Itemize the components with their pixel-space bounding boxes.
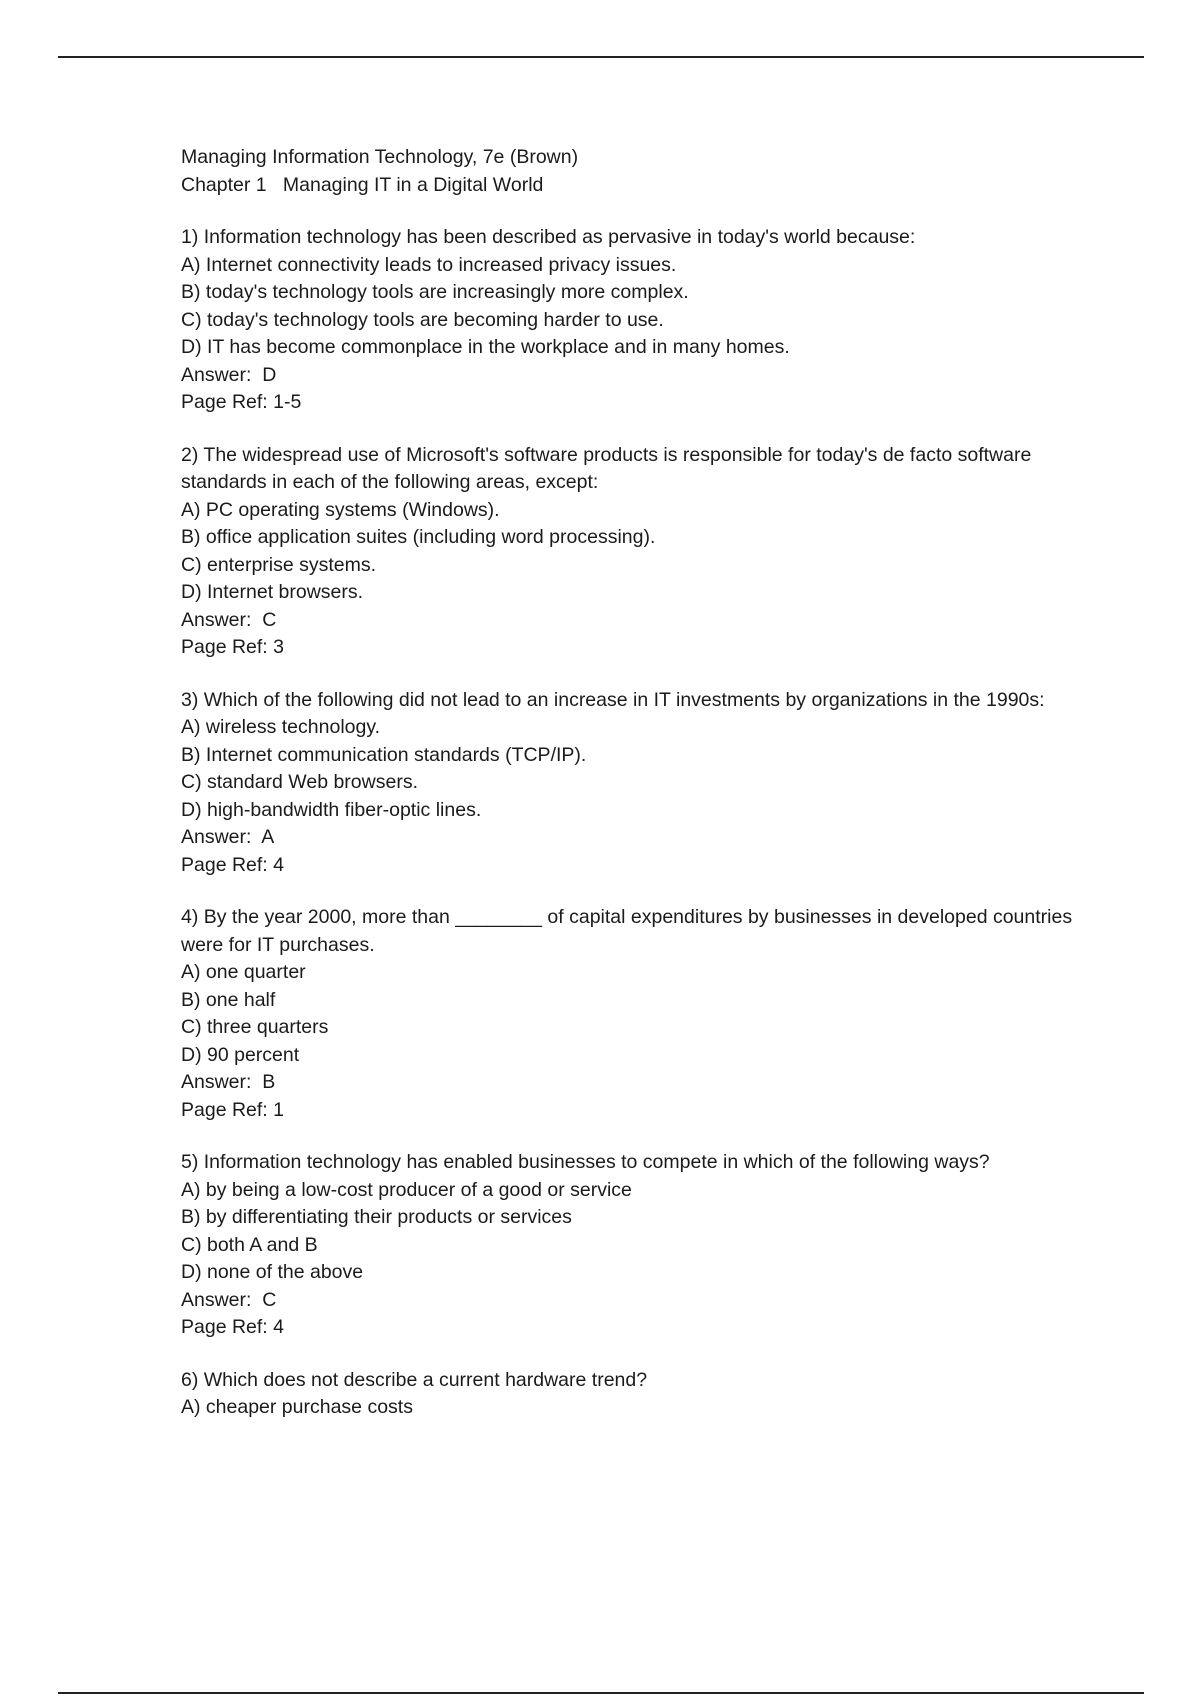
option-a: A) wireless technology. (181, 716, 381, 738)
question-3 (181, 687, 1081, 880)
top-rule (58, 56, 1144, 58)
option-d: D) none of the above (181, 1261, 364, 1283)
answer: Answer: C (181, 608, 277, 631)
chapter-title: Chapter 1 Managing IT in a Digital World (181, 173, 544, 196)
answer: Answer: A (181, 826, 275, 848)
page-ref: Page Ref: 4 (181, 853, 284, 876)
question-2 (181, 442, 1081, 662)
option-d: D) IT has become commonplace in the workplace and in many homes. (181, 336, 790, 358)
document-body (181, 144, 1081, 1422)
option-d: D) Internet browsers. (181, 581, 364, 603)
question-6 (181, 1367, 1081, 1422)
question-text: 5) Information technology has enabled businesses to compete in which of the following ways? (181, 1151, 990, 1173)
bottom-rule (58, 1692, 1144, 1694)
page-ref: Page Ref: 1 (181, 1098, 284, 1121)
option-a: A) PC operating systems (Windows). (181, 498, 500, 521)
option-c: C) three quarters (181, 1016, 329, 1038)
question-text: 2) The widespread use of Microsoft's software products is responsible for today's de facto software standards in each of the following areas, except: (181, 443, 1037, 493)
option-c: C) enterprise systems. (181, 553, 377, 576)
question-text: 1) Information technology has been described as pervasive in today's world because: (181, 226, 916, 248)
option-a: A) Internet connectivity leads to increased privacy issues. (181, 253, 677, 276)
option-c: C) both A and B (181, 1233, 318, 1256)
book-title: Managing Information Technology, 7e (Brown) (181, 146, 579, 168)
option-b: B) office application suites (including word processing). (181, 526, 656, 548)
answer: Answer: B (181, 1071, 276, 1093)
option-a: A) cheaper purchase costs (181, 1396, 413, 1418)
answer: Answer: C (181, 1288, 277, 1311)
page-ref: Page Ref: 3 (181, 636, 284, 658)
question-4 (181, 904, 1081, 1124)
question-1 (181, 224, 1081, 417)
page-ref: Page Ref: 1-5 (181, 391, 302, 413)
option-c: C) today's technology tools are becoming harder to use. (181, 308, 664, 331)
option-b: B) by differentiating their products or services (181, 1206, 572, 1228)
option-b: B) one half (181, 988, 276, 1011)
question-text: 6) Which does not describe a current hardware trend? (181, 1368, 648, 1391)
option-d: D) 90 percent (181, 1043, 300, 1066)
page-ref: Page Ref: 4 (181, 1316, 284, 1338)
option-a: A) by being a low-cost producer of a good or service (181, 1178, 632, 1201)
question-text: 4) By the year 2000, more than ________ of capital expenditures by businesses in developed countries were for IT purchases. (181, 906, 1078, 956)
option-c: C) standard Web browsers. (181, 771, 418, 793)
question-text: 3) Which of the following did not lead to an increase in IT investments by organizations in the 1990s: (181, 688, 1045, 711)
option-b: B) today's technology tools are increasingly more complex. (181, 281, 689, 303)
option-b: B) Internet communication standards (TCP/IP). (181, 743, 587, 766)
question-5 (181, 1149, 1081, 1342)
answer: Answer: D (181, 363, 277, 386)
option-a: A) one quarter (181, 961, 306, 983)
option-d: D) high-bandwidth fiber-optic lines. (181, 798, 482, 821)
